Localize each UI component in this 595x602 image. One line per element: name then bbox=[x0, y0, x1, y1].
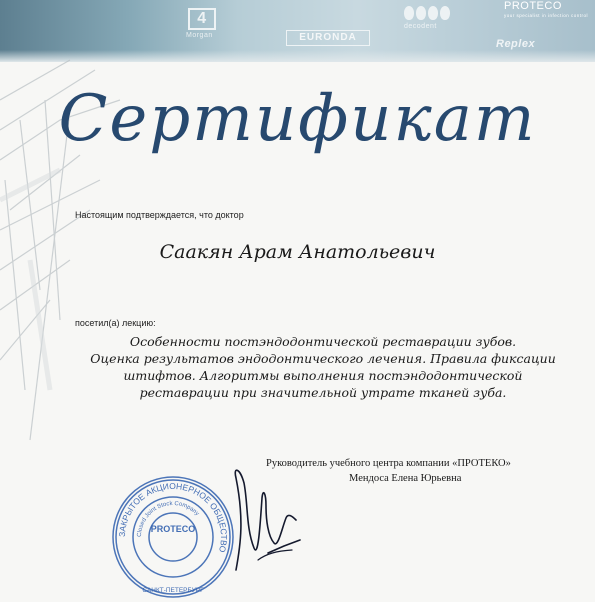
stamp-center-text: PROTECO bbox=[150, 524, 196, 534]
lecture-line: реставрации при значительной утрате тканей зуба. bbox=[139, 385, 507, 400]
sponsor-header-band bbox=[0, 0, 595, 62]
lecture-line: Особенности постэндодонтической реставрации зубов. bbox=[129, 334, 517, 349]
logo-4-caption: Morgan bbox=[186, 32, 213, 39]
signatory-role: Руководитель учебного центра компании «ПРОТЕКО» bbox=[266, 458, 511, 469]
logo-4 bbox=[186, 8, 220, 38]
signatory-name: Мендоса Елена Юрьевна bbox=[349, 473, 462, 484]
stamp-city-text: САНКТ-ПЕТЕРБУРГ bbox=[142, 587, 204, 594]
handwritten-signature bbox=[196, 458, 316, 578]
lecture-line: Оценка результатов эндодонтического лечения. Правила фиксации bbox=[90, 351, 556, 366]
certificate-title: Сертификат bbox=[58, 82, 537, 156]
logo-proteco bbox=[504, 0, 594, 18]
logo-replex: Replex bbox=[496, 38, 536, 50]
logo-4-mark: 4 bbox=[188, 8, 216, 30]
logo-proteco-name: PROTECO bbox=[504, 0, 562, 12]
tooth-dots-icon bbox=[404, 6, 456, 20]
lecture-title bbox=[86, 333, 560, 401]
stamp-ring-text: ЗАКРЫТОЕ АКЦИОНЕРНОЕ ОБЩЕСТВО bbox=[116, 480, 230, 554]
logo-decodent-caption: decodent bbox=[404, 23, 437, 30]
intro-text: Настоящим подтверждается, что доктор bbox=[75, 210, 244, 220]
logo-decodent bbox=[404, 6, 456, 36]
stamp-inner-text: Closed Joint Stock Company bbox=[136, 500, 200, 538]
recipient-name: Саакян Арам Анатольевич bbox=[159, 241, 436, 263]
logo-euronda: EURONDA bbox=[286, 30, 370, 46]
attended-label: посетил(а) лекцию: bbox=[75, 318, 156, 328]
logo-proteco-tagline: your specialist in infection control bbox=[504, 13, 589, 18]
lecture-line: штифтов. Алгоритмы выполнения постэндодонтической bbox=[123, 368, 523, 383]
